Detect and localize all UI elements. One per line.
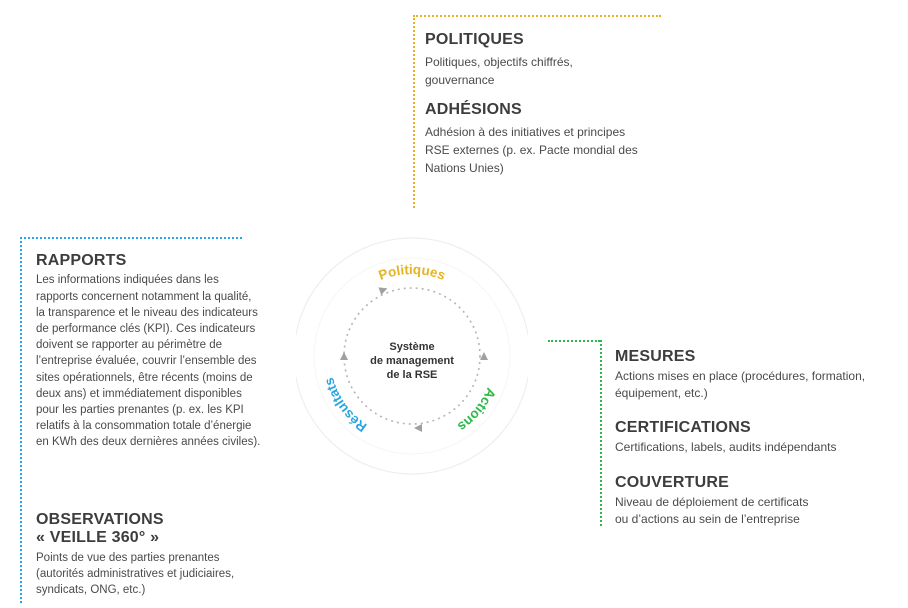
rse-cycle-diagram — [296, 220, 528, 492]
certifications-block — [615, 419, 900, 456]
adhesions-block — [425, 101, 685, 177]
rapports-block — [36, 252, 296, 451]
center-line-2: de management — [370, 355, 454, 367]
rapports-connector-top — [20, 237, 242, 239]
rapports-text: Les informations indiquées dans les rapports concernent notamment la qualité, la transparence et le niveau des indicateurs de performance clés (KPI). Ces indicateurs doivent se rapporter au périmètre de l’entreprise évaluée, couvrir l’ensemble des sites opérationnels, être récents (moins de deux ans) et immédiatement disponibles pour les parties prenantes (p. ex. les KPI relatifs à la consommation totale d’énergie en KWh des deux dernières années civiles). — [36, 274, 261, 449]
observations-heading-line1: OBSERVATIONS — [36, 511, 164, 528]
mesures-connector-side — [600, 340, 602, 526]
label-resultats-path: Résultats — [321, 375, 370, 435]
mesures-text: Actions mises en place (procédures, formation, équipement, etc.) — [615, 369, 866, 401]
politiques-block — [425, 31, 685, 89]
center-label — [362, 340, 462, 382]
politiques-heading: POLITIQUES — [425, 31, 524, 48]
politiques-connector-side — [413, 15, 415, 208]
label-actions-path: Actions — [455, 385, 499, 435]
couverture-block — [615, 474, 900, 528]
center-line-3: de la RSE — [386, 369, 438, 381]
rapports-connector-side — [20, 237, 22, 603]
observations-text: Points de vue des parties prenantes (autorités administratives et judiciaires, syndicats, ONG, etc.) — [36, 551, 235, 596]
mesures-block — [615, 348, 900, 402]
observations-heading-line2: « VEILLE 360° » — [36, 529, 160, 547]
politiques-connector-top — [413, 15, 661, 17]
certifications-heading: CERTIFICATIONS — [615, 419, 751, 436]
certifications-text: Certifications, labels, audits indépendants — [615, 440, 837, 455]
label-politiques-path: Politiques — [376, 261, 448, 284]
politiques-text: Politiques, objectifs chiffrés, gouvernance — [425, 55, 573, 88]
mesures-connector-top — [548, 340, 600, 342]
couverture-text: Niveau de déploiement de certificats ou d’actions au sein de l’entreprise — [615, 495, 809, 527]
center-line-1: Système — [389, 341, 435, 353]
adhesions-heading: ADHÉSIONS — [425, 101, 522, 118]
rapports-heading: RAPPORTS — [36, 252, 127, 269]
couverture-heading: COUVERTURE — [615, 474, 730, 491]
mesures-heading: MESURES — [615, 348, 696, 365]
adhesions-text: Adhésion à des initiatives et principes RSE externes (p. ex. Pacte mondial des Nations Unies) — [425, 125, 638, 176]
observations-block — [36, 511, 296, 598]
